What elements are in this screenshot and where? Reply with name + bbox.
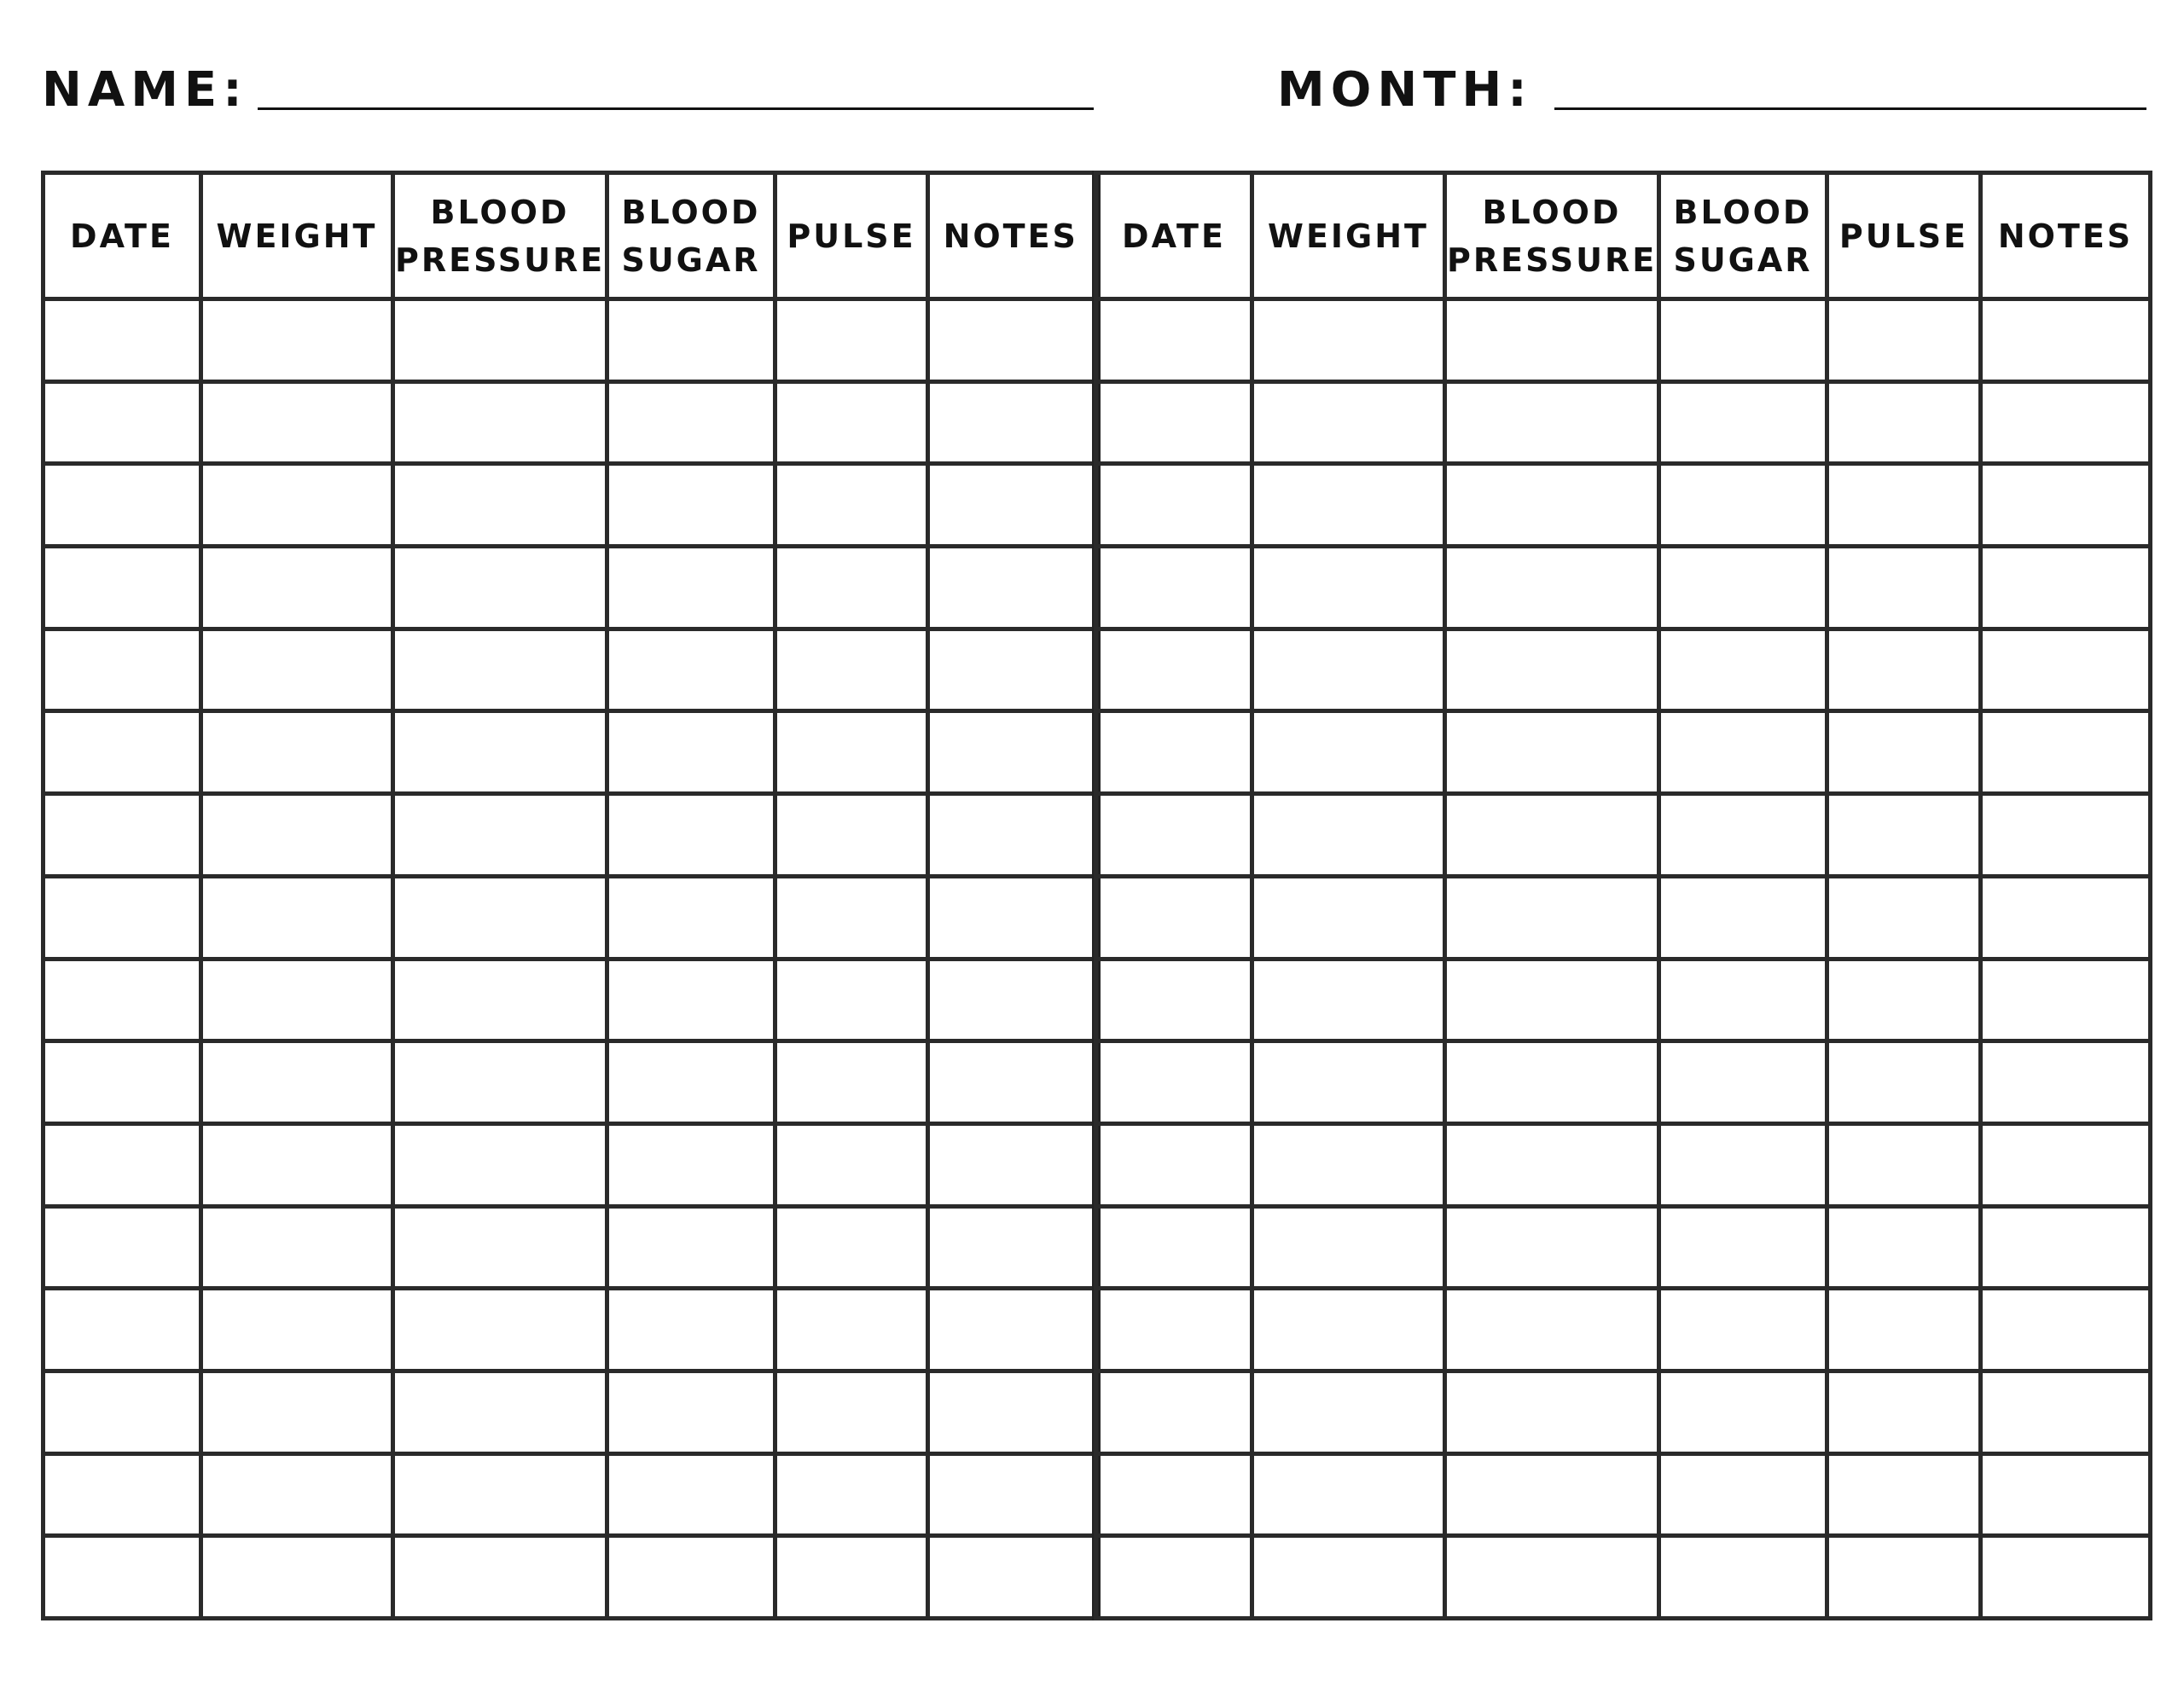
entry-cell-notes[interactable] — [928, 1289, 1096, 1371]
entry-cell-pulse[interactable] — [1827, 959, 1981, 1041]
entry-cell-notes[interactable] — [928, 794, 1096, 877]
entry-cell-notes[interactable] — [1981, 1123, 2151, 1206]
entry-cell-notes[interactable] — [1981, 1041, 2151, 1124]
entry-cell-blood-pressure[interactable] — [393, 1371, 607, 1453]
column-header-line: NOTES — [1997, 217, 2134, 255]
entry-cell-pulse[interactable] — [1827, 1536, 1981, 1619]
entry-cell-notes[interactable] — [928, 1123, 1096, 1206]
column-header-line: WEIGHT — [1268, 217, 1429, 255]
entry-cell-blood-sugar[interactable] — [1659, 381, 1827, 464]
column-header-weight — [1252, 173, 1445, 299]
month-label: MONTH: — [1277, 62, 1533, 118]
column-header-line: SUGAR — [1673, 241, 1813, 279]
entry-cell-date[interactable] — [44, 464, 201, 547]
entry-cell-blood-pressure[interactable] — [393, 629, 607, 711]
entry-cell-notes[interactable] — [928, 464, 1096, 547]
entry-cell-blood-sugar[interactable] — [1659, 1041, 1827, 1124]
column-header-notes — [928, 173, 1096, 299]
table-row — [44, 547, 1096, 629]
table-row — [44, 464, 1096, 547]
entry-cell-blood-sugar[interactable] — [1659, 1206, 1827, 1289]
entry-cell-date[interactable] — [1096, 547, 1252, 629]
entry-cell-notes[interactable] — [1981, 464, 2151, 547]
entry-cell-blood-pressure[interactable] — [1445, 1289, 1659, 1371]
entry-cell-pulse[interactable] — [775, 1289, 928, 1371]
entry-cell-weight[interactable] — [1252, 1536, 1445, 1619]
entry-cell-blood-sugar[interactable] — [607, 464, 775, 547]
table-row — [1096, 381, 2151, 464]
entry-cell-pulse[interactable] — [775, 1123, 928, 1206]
entry-cell-blood-pressure[interactable] — [1445, 1123, 1659, 1206]
entry-cell-blood-pressure[interactable] — [393, 794, 607, 877]
entry-cell-weight[interactable] — [1252, 959, 1445, 1041]
entry-cell-blood-pressure[interactable] — [1445, 794, 1659, 877]
entry-cell-pulse[interactable] — [1827, 299, 1981, 382]
entry-cell-weight[interactable] — [201, 299, 393, 382]
column-header-weight — [201, 173, 393, 299]
entry-cell-blood-sugar[interactable] — [1659, 299, 1827, 382]
entry-cell-blood-sugar[interactable] — [607, 629, 775, 711]
entry-cell-date[interactable] — [44, 794, 201, 877]
entry-cell-notes[interactable] — [928, 547, 1096, 629]
entry-cell-blood-sugar[interactable] — [1659, 1453, 1827, 1536]
entry-cell-weight[interactable] — [201, 794, 393, 877]
entry-cell-date[interactable] — [44, 629, 201, 711]
column-header-line: DATE — [70, 217, 174, 255]
entry-cell-date[interactable] — [1096, 1206, 1252, 1289]
entry-cell-pulse[interactable] — [775, 629, 928, 711]
entry-cell-date[interactable] — [1096, 1453, 1252, 1536]
entry-cell-notes[interactable] — [1981, 1289, 2151, 1371]
table-row — [1096, 1041, 2151, 1124]
entry-cell-weight[interactable] — [1252, 629, 1445, 711]
entry-cell-blood-pressure[interactable] — [1445, 1536, 1659, 1619]
entry-cell-date[interactable] — [44, 381, 201, 464]
entry-cell-pulse[interactable] — [1827, 794, 1981, 877]
entry-cell-blood-sugar[interactable] — [1659, 1289, 1827, 1371]
entry-cell-date[interactable] — [1096, 381, 1252, 464]
entry-cell-blood-pressure[interactable] — [393, 1041, 607, 1124]
entry-cell-blood-sugar[interactable] — [1659, 1536, 1827, 1619]
entry-cell-blood-sugar[interactable] — [607, 299, 775, 382]
entry-cell-blood-pressure[interactable] — [393, 959, 607, 1041]
table-row — [44, 711, 1096, 794]
entry-cell-date[interactable] — [1096, 711, 1252, 794]
entry-cell-date[interactable] — [44, 1041, 201, 1124]
entry-cell-date[interactable] — [44, 1453, 201, 1536]
entry-cell-date[interactable] — [1096, 1289, 1252, 1371]
table-row — [44, 876, 1096, 959]
entry-cell-date[interactable] — [1096, 794, 1252, 877]
entry-cell-pulse[interactable] — [1827, 1041, 1981, 1124]
column-header-line: PULSE — [1838, 217, 1969, 255]
entry-cell-blood-pressure[interactable] — [393, 876, 607, 959]
entry-cell-notes[interactable] — [928, 1041, 1096, 1124]
entry-cell-weight[interactable] — [201, 1123, 393, 1206]
entry-cell-pulse[interactable] — [775, 1041, 928, 1124]
entry-cell-pulse[interactable] — [1827, 711, 1981, 794]
entry-cell-notes[interactable] — [1981, 876, 2151, 959]
entry-cell-blood-pressure[interactable] — [1445, 1206, 1659, 1289]
entry-cell-pulse[interactable] — [775, 1453, 928, 1536]
entry-cell-blood-pressure[interactable] — [1445, 629, 1659, 711]
entry-cell-weight[interactable] — [201, 1453, 393, 1536]
column-header-blood-sugar — [1659, 173, 1827, 299]
entry-cell-date[interactable] — [1096, 629, 1252, 711]
entry-cell-notes[interactable] — [928, 629, 1096, 711]
entry-cell-date[interactable] — [1096, 1041, 1252, 1124]
entry-cell-weight[interactable] — [201, 629, 393, 711]
entry-cell-date[interactable] — [44, 1289, 201, 1371]
column-header-line: WEIGHT — [216, 217, 378, 255]
entry-cell-blood-pressure[interactable] — [393, 711, 607, 794]
entry-cell-weight[interactable] — [1252, 381, 1445, 464]
entry-cell-notes[interactable] — [1981, 299, 2151, 382]
column-header-line: BLOOD — [1673, 193, 1813, 231]
column-header-notes — [1981, 173, 2151, 299]
table-row — [1096, 547, 2151, 629]
table-row — [1096, 1206, 2151, 1289]
entry-cell-blood-sugar[interactable] — [607, 1041, 775, 1124]
entry-cell-weight[interactable] — [201, 1371, 393, 1453]
column-header-line: PRESSURE — [395, 241, 606, 279]
entry-cell-weight[interactable] — [1252, 464, 1445, 547]
entry-cell-pulse[interactable] — [775, 1536, 928, 1619]
entry-cell-weight[interactable] — [201, 959, 393, 1041]
column-header-line: BLOOD — [1482, 193, 1622, 231]
entry-cell-blood-sugar[interactable] — [607, 1371, 775, 1453]
table-row — [44, 1206, 1096, 1289]
entry-cell-date[interactable] — [1096, 1371, 1252, 1453]
entry-cell-notes[interactable] — [928, 381, 1096, 464]
entry-cell-date[interactable] — [44, 876, 201, 959]
entry-cell-date[interactable] — [1096, 876, 1252, 959]
column-header-line: SUGAR — [621, 241, 761, 279]
entry-cell-blood-sugar[interactable] — [607, 1123, 775, 1206]
entry-cell-blood-pressure[interactable] — [393, 547, 607, 629]
entry-cell-weight[interactable] — [1252, 1123, 1445, 1206]
table-row — [44, 1536, 1096, 1619]
entry-cell-blood-sugar[interactable] — [607, 381, 775, 464]
entry-cell-blood-pressure[interactable] — [1445, 547, 1659, 629]
entry-cell-pulse[interactable] — [1827, 1453, 1981, 1536]
entry-cell-blood-pressure[interactable] — [393, 1206, 607, 1289]
table-row — [44, 1289, 1096, 1371]
entry-cell-blood-pressure[interactable] — [393, 464, 607, 547]
entry-cell-blood-sugar[interactable] — [607, 794, 775, 877]
column-header-blood-pressure — [393, 173, 607, 299]
entry-cell-date[interactable] — [44, 711, 201, 794]
table-row — [44, 1123, 1096, 1206]
entry-cell-date[interactable] — [1096, 1123, 1252, 1206]
entry-cell-blood-sugar[interactable] — [1659, 547, 1827, 629]
entry-cell-pulse[interactable] — [775, 1206, 928, 1289]
entry-cell-pulse[interactable] — [775, 547, 928, 629]
entry-cell-notes[interactable] — [1981, 547, 2151, 629]
table-row — [1096, 629, 2151, 711]
table-row — [44, 959, 1096, 1041]
entry-cell-pulse[interactable] — [1827, 381, 1981, 464]
entry-cell-date[interactable] — [44, 1536, 201, 1619]
entry-cell-weight[interactable] — [1252, 1453, 1445, 1536]
entry-cell-notes[interactable] — [1981, 1453, 2151, 1536]
entry-cell-weight[interactable] — [201, 1536, 393, 1619]
entry-cell-blood-sugar[interactable] — [607, 1206, 775, 1289]
table-row — [44, 794, 1096, 877]
entry-cell-date[interactable] — [44, 1371, 201, 1453]
entry-cell-blood-sugar[interactable] — [1659, 629, 1827, 711]
entry-cell-blood-pressure[interactable] — [1445, 464, 1659, 547]
entry-cell-blood-pressure[interactable] — [1445, 1371, 1659, 1453]
entry-cell-blood-sugar[interactable] — [607, 711, 775, 794]
table-row — [1096, 876, 2151, 959]
entry-cell-date[interactable] — [1096, 959, 1252, 1041]
column-header-line: DATE — [1122, 217, 1226, 255]
column-header-line: PULSE — [787, 217, 916, 255]
entry-cell-weight[interactable] — [201, 381, 393, 464]
table-row — [1096, 1371, 2151, 1453]
table-row — [44, 299, 1096, 382]
column-header-line: NOTES — [943, 217, 1078, 255]
entry-cell-pulse[interactable] — [1827, 1371, 1981, 1453]
entry-cell-weight[interactable] — [1252, 1206, 1445, 1289]
entry-cell-blood-sugar[interactable] — [1659, 1123, 1827, 1206]
entry-cell-weight[interactable] — [201, 711, 393, 794]
table-row — [1096, 464, 2151, 547]
entry-cell-blood-sugar[interactable] — [1659, 959, 1827, 1041]
entry-cell-date[interactable] — [44, 299, 201, 382]
entry-cell-date[interactable] — [1096, 464, 1252, 547]
entry-cell-notes[interactable] — [928, 299, 1096, 382]
table-row — [1096, 1453, 2151, 1536]
entry-cell-notes[interactable] — [1981, 794, 2151, 877]
column-header-date — [44, 173, 201, 299]
table-row — [44, 1453, 1096, 1536]
entry-cell-pulse[interactable] — [775, 1371, 928, 1453]
entry-cell-date[interactable] — [1096, 299, 1252, 382]
entry-cell-blood-sugar[interactable] — [1659, 464, 1827, 547]
column-header-date — [1096, 173, 1252, 299]
entry-cell-blood-pressure[interactable] — [1445, 711, 1659, 794]
name-field-line[interactable] — [258, 107, 1094, 110]
entry-cell-notes[interactable] — [1981, 1536, 2151, 1619]
entry-cell-notes[interactable] — [928, 1371, 1096, 1453]
entry-cell-weight[interactable] — [201, 1206, 393, 1289]
entry-cell-notes[interactable] — [928, 711, 1096, 794]
entry-cell-pulse[interactable] — [775, 959, 928, 1041]
entry-cell-weight[interactable] — [1252, 876, 1445, 959]
entry-cell-notes[interactable] — [1981, 959, 2151, 1041]
entry-cell-weight[interactable] — [1252, 711, 1445, 794]
entry-cell-blood-sugar[interactable] — [1659, 1371, 1827, 1453]
entry-cell-weight[interactable] — [201, 1289, 393, 1371]
entry-cell-notes[interactable] — [1981, 1206, 2151, 1289]
column-header-line: BLOOD — [430, 193, 570, 231]
entry-cell-date[interactable] — [1096, 1536, 1252, 1619]
column-header-blood-sugar — [607, 173, 775, 299]
entry-cell-pulse[interactable] — [775, 876, 928, 959]
entry-cell-blood-sugar[interactable] — [607, 547, 775, 629]
entry-cell-weight[interactable] — [1252, 299, 1445, 382]
entry-cell-blood-pressure[interactable] — [1445, 1453, 1659, 1536]
table-row — [1096, 794, 2151, 877]
header-row — [44, 173, 1096, 299]
entry-cell-blood-sugar[interactable] — [607, 1453, 775, 1536]
entry-cell-weight[interactable] — [201, 1041, 393, 1124]
table-row — [1096, 1289, 2151, 1371]
entry-cell-blood-sugar[interactable] — [1659, 711, 1827, 794]
entry-cell-weight[interactable] — [201, 464, 393, 547]
table-row — [1096, 959, 2151, 1041]
entry-cell-date[interactable] — [44, 959, 201, 1041]
entry-cell-notes[interactable] — [928, 1453, 1096, 1536]
entry-cell-blood-sugar[interactable] — [1659, 794, 1827, 877]
table-row — [1096, 299, 2151, 382]
entry-cell-pulse[interactable] — [775, 381, 928, 464]
name-label: NAME: — [42, 62, 248, 118]
entry-cell-notes[interactable] — [1981, 381, 2151, 464]
table-row — [1096, 711, 2151, 794]
entry-cell-blood-pressure[interactable] — [393, 1289, 607, 1371]
table-row — [44, 629, 1096, 711]
entry-cell-pulse[interactable] — [1827, 547, 1981, 629]
entry-cell-weight[interactable] — [1252, 1289, 1445, 1371]
table-row — [44, 1371, 1096, 1453]
entry-cell-blood-pressure[interactable] — [1445, 959, 1659, 1041]
entry-cell-pulse[interactable] — [775, 464, 928, 547]
entry-cell-notes[interactable] — [928, 1206, 1096, 1289]
entry-cell-pulse[interactable] — [775, 794, 928, 877]
entry-cell-pulse[interactable] — [775, 299, 928, 382]
entry-cell-weight[interactable] — [1252, 794, 1445, 877]
entry-cell-blood-pressure[interactable] — [393, 1123, 607, 1206]
entry-cell-blood-sugar[interactable] — [607, 1289, 775, 1371]
entry-cell-pulse[interactable] — [775, 711, 928, 794]
entry-cell-weight[interactable] — [1252, 1371, 1445, 1453]
entry-cell-blood-pressure[interactable] — [1445, 299, 1659, 382]
entry-cell-pulse[interactable] — [1827, 876, 1981, 959]
column-header-line: PRESSURE — [1447, 241, 1658, 279]
entry-cell-date[interactable] — [44, 1206, 201, 1289]
entry-cell-blood-sugar[interactable] — [607, 876, 775, 959]
entry-cell-blood-pressure[interactable] — [393, 381, 607, 464]
entry-cell-blood-pressure[interactable] — [1445, 876, 1659, 959]
entry-cell-blood-pressure[interactable] — [1445, 381, 1659, 464]
entry-cell-notes[interactable] — [928, 959, 1096, 1041]
entry-cell-blood-sugar[interactable] — [1659, 876, 1827, 959]
table-row — [1096, 1123, 2151, 1206]
column-header-pulse — [1827, 173, 1981, 299]
entry-cell-weight[interactable] — [1252, 1041, 1445, 1124]
entry-cell-pulse[interactable] — [1827, 629, 1981, 711]
entry-cell-date[interactable] — [44, 1123, 201, 1206]
table-row — [44, 381, 1096, 464]
entry-cell-weight[interactable] — [1252, 547, 1445, 629]
entry-cell-notes[interactable] — [1981, 711, 2151, 794]
entry-cell-notes[interactable] — [1981, 629, 2151, 711]
entry-cell-blood-pressure[interactable] — [393, 299, 607, 382]
entry-cell-weight[interactable] — [201, 876, 393, 959]
log-table-left — [41, 171, 1101, 1620]
entry-cell-blood-pressure[interactable] — [393, 1453, 607, 1536]
entry-cell-pulse[interactable] — [1827, 464, 1981, 547]
month-field-line[interactable] — [1554, 107, 2146, 110]
entry-cell-pulse[interactable] — [1827, 1123, 1981, 1206]
entry-cell-weight[interactable] — [201, 547, 393, 629]
table-row — [1096, 1536, 2151, 1619]
entry-cell-notes[interactable] — [928, 876, 1096, 959]
entry-cell-blood-pressure[interactable] — [393, 1536, 607, 1619]
column-header-line: BLOOD — [621, 193, 761, 231]
entry-cell-blood-sugar[interactable] — [607, 1536, 775, 1619]
column-header-pulse — [775, 173, 928, 299]
table-row — [44, 1041, 1096, 1124]
entry-cell-notes[interactable] — [1981, 1371, 2151, 1453]
header-row — [1096, 173, 2151, 299]
entry-cell-blood-pressure[interactable] — [1445, 1041, 1659, 1124]
entry-cell-pulse[interactable] — [1827, 1206, 1981, 1289]
entry-cell-notes[interactable] — [928, 1536, 1096, 1619]
entry-cell-blood-sugar[interactable] — [607, 959, 775, 1041]
log-table-right — [1094, 171, 2152, 1620]
column-header-blood-pressure — [1445, 173, 1659, 299]
entry-cell-date[interactable] — [44, 547, 201, 629]
entry-cell-pulse[interactable] — [1827, 1289, 1981, 1371]
